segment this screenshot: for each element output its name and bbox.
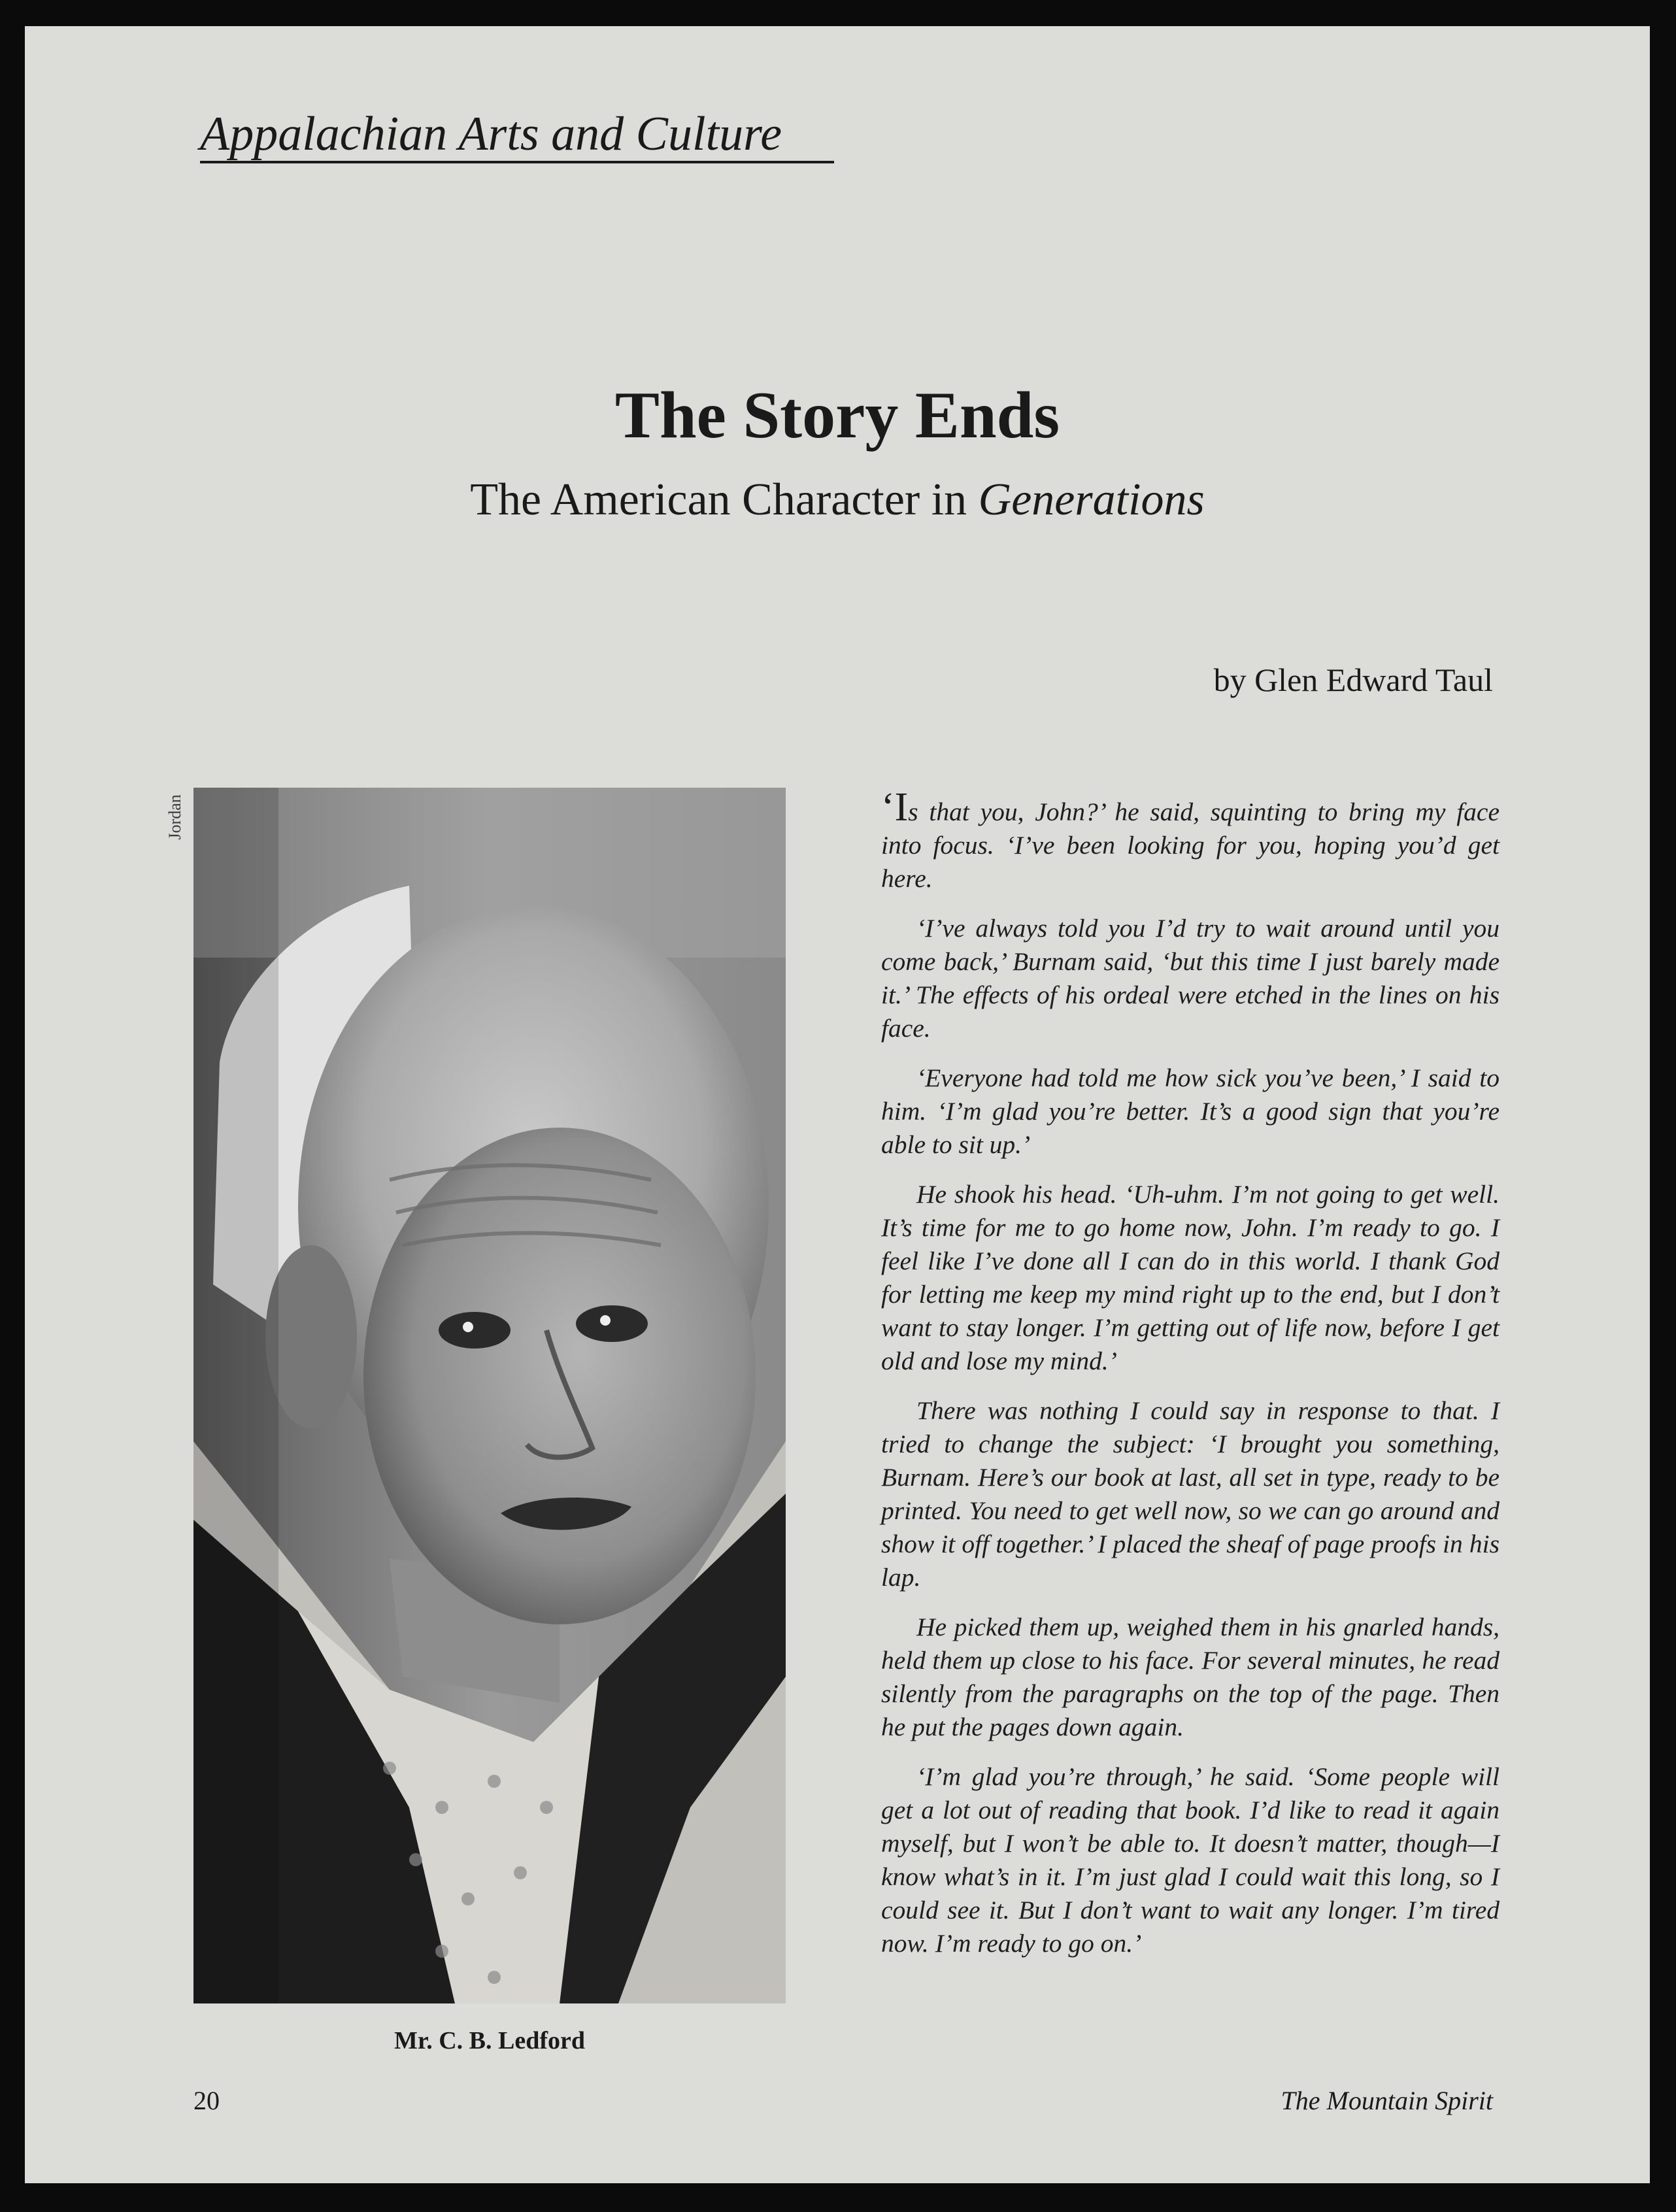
article-title: The Story Ends <box>614 378 1060 452</box>
subtitle-italic: Generations <box>978 475 1205 525</box>
magazine-page <box>25 26 1650 2183</box>
body-paragraph: ‘I’m glad you’re through,’ he said. ‘Some people will get a lot out of reading that book. I’d like to read it again myself, but I won’t be able to. It doesn’t matter, though—I know what’s in it. I’m just glad I could wait this long, so I could see it. But I don’t want to wait any longer. I’m tired now. I’m ready to go on.’ <box>881 1762 1500 1958</box>
subtitle-plain: The American Character in <box>470 475 979 525</box>
photo-caption: Mr. C. B. Ledford <box>394 2027 586 2054</box>
drop-cap: ‘I <box>881 785 909 830</box>
photo-credit: Jordan <box>165 794 184 840</box>
portrait-illustration <box>193 788 786 2003</box>
article-body <box>881 785 1500 1977</box>
body-paragraph: He picked them up, weighed them in his gnarled hands, held them up close to his face. For several minutes, he read silently from the paragraphs on the top of the page. Then he put the pages down again. <box>881 1613 1500 1741</box>
section-heading-underline <box>200 161 834 163</box>
body-paragraph: There was nothing I could say in response to that. I tried to change the subject: ‘I brought you something, Burnam. Here’s our book at last, all set in type, ready to be printed. You need to get well now, so we can go around and show it off together.’ I placed the sheaf of page proofs in his lap. <box>881 1396 1500 1592</box>
body-paragraph: He shook his head. ‘Uh-uhm. I’m not going to get well. It’s time for me to go home now, John. I’m ready to go. I feel like I’ve done all I can do in this world. I thank God for letting me keep my mind right up to the end, but I don’t want to stay longer. I’m getting out of life now, before I get old and lose my mind.’ <box>881 1180 1500 1375</box>
article-subtitle <box>25 477 1650 523</box>
portrait-photo <box>193 788 786 2003</box>
byline: by Glen Edward Taul <box>1213 662 1493 698</box>
publication-name: The Mountain Spirit <box>1281 2086 1493 2115</box>
body-paragraph: ‘I’ve always told you I’d try to wait around until you come back,’ Burnam said, ‘but this time I just barely made it.’ The effects of his ordeal were etched in the lines on his face. <box>881 914 1500 1043</box>
body-paragraph: ‘Everyone had told me how sick you’ve been,’ I said to him. ‘I’m glad you’re better. It’s a good sign that you’re able to sit up.’ <box>881 1064 1500 1159</box>
section-heading: Appalachian Arts and Culture <box>200 107 782 161</box>
page-number: 20 <box>193 2086 220 2115</box>
body-paragraph: ‘Is that you, John?’ he said, squinting to bring my face into focus. ‘I’ve been looking for you, hoping you’d get here. <box>881 785 1500 893</box>
